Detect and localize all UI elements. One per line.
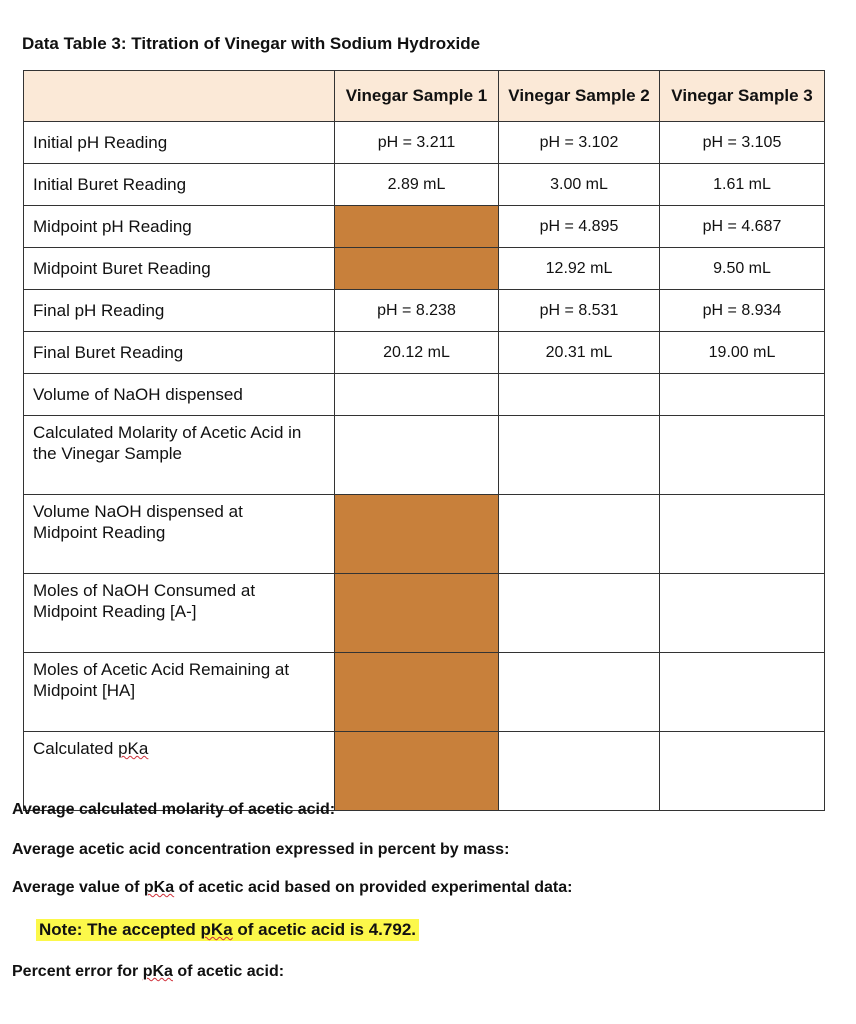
row-label: Volume of NaOH dispensed (24, 374, 335, 416)
table-cell[interactable]: pH = 4.687 (660, 206, 825, 248)
table-cell[interactable]: 3.00 mL (499, 164, 660, 206)
table-row (24, 206, 825, 248)
table-row (24, 574, 825, 653)
row-label: Midpoint pH Reading (24, 206, 335, 248)
table-cell[interactable] (660, 732, 825, 811)
row-label: Midpoint Buret Reading (24, 248, 335, 290)
avg-pka-label: Average value of pKa of acetic acid based on provided experimental data: (12, 879, 573, 896)
table-cell[interactable]: 1.61 mL (660, 164, 825, 206)
data-table (23, 70, 825, 811)
table-header-row (24, 71, 825, 122)
table-cell[interactable] (499, 574, 660, 653)
table-row (24, 290, 825, 332)
table-cell[interactable] (499, 416, 660, 495)
table-cell[interactable] (499, 495, 660, 574)
table-cell[interactable] (660, 374, 825, 416)
table-row (24, 495, 825, 574)
table-row (24, 653, 825, 732)
avg-percent-label: Average acetic acid concentration expressed in percent by mass: (12, 841, 510, 858)
table-cell[interactable] (335, 374, 499, 416)
table-title: Data Table 3: Titration of Vinegar with Sodium Hydroxide (22, 34, 481, 53)
shaded-cell (335, 574, 499, 653)
table-cell[interactable] (499, 374, 660, 416)
row-label: Calculated Molarity of Acetic Acid in the Vinegar Sample (24, 416, 335, 495)
note-highlight: Note: The accepted pKa of acetic acid is 4.792. (36, 919, 419, 941)
header-sample-1: Vinegar Sample 1 (335, 71, 499, 122)
table-cell[interactable]: pH = 3.102 (499, 122, 660, 164)
row-label: Final pH Reading (24, 290, 335, 332)
percent-error-label: Percent error for pKa of acetic acid: (12, 963, 285, 980)
table-cell[interactable] (499, 732, 660, 811)
table-cell[interactable]: 19.00 mL (660, 332, 825, 374)
table-row (24, 164, 825, 206)
row-label: Final Buret Reading (24, 332, 335, 374)
shaded-cell (335, 248, 499, 290)
shaded-cell (335, 206, 499, 248)
table-cell[interactable]: pH = 8.238 (335, 290, 499, 332)
shaded-cell (335, 732, 499, 811)
table-cell[interactable]: 2.89 mL (335, 164, 499, 206)
table-cell[interactable] (660, 653, 825, 732)
table-cell[interactable] (660, 495, 825, 574)
header-blank-cell (24, 71, 335, 122)
table-row (24, 374, 825, 416)
table-cell[interactable]: pH = 4.895 (499, 206, 660, 248)
table-row (24, 732, 825, 811)
row-label: Volume NaOH dispensed at Midpoint Reading (24, 495, 335, 574)
table-cell[interactable]: pH = 3.211 (335, 122, 499, 164)
table-cell[interactable]: 20.31 mL (499, 332, 660, 374)
avg-molarity-label: Average calculated molarity of acetic acid: (12, 801, 336, 818)
table-cell[interactable] (660, 416, 825, 495)
table-cell[interactable] (335, 416, 499, 495)
header-sample-2: Vinegar Sample 2 (499, 71, 660, 122)
table-cell[interactable]: pH = 8.934 (660, 290, 825, 332)
table-row (24, 332, 825, 374)
row-label: Calculated pKa (24, 732, 335, 811)
shaded-cell (335, 653, 499, 732)
table-row (24, 248, 825, 290)
row-label: Initial pH Reading (24, 122, 335, 164)
table-cell[interactable]: pH = 3.105 (660, 122, 825, 164)
shaded-cell (335, 495, 499, 574)
row-label: Moles of NaOH Consumed at Midpoint Reading [A-] (24, 574, 335, 653)
header-sample-3: Vinegar Sample 3 (660, 71, 825, 122)
row-label: Moles of Acetic Acid Remaining at Midpoint [HA] (24, 653, 335, 732)
row-label: Initial Buret Reading (24, 164, 335, 206)
table-cell[interactable]: 20.12 mL (335, 332, 499, 374)
table-cell[interactable]: 12.92 mL (499, 248, 660, 290)
table-cell[interactable] (499, 653, 660, 732)
table-row (24, 416, 825, 495)
table-row (24, 122, 825, 164)
table-cell[interactable] (660, 574, 825, 653)
table-cell[interactable]: pH = 8.531 (499, 290, 660, 332)
table-cell[interactable]: 9.50 mL (660, 248, 825, 290)
